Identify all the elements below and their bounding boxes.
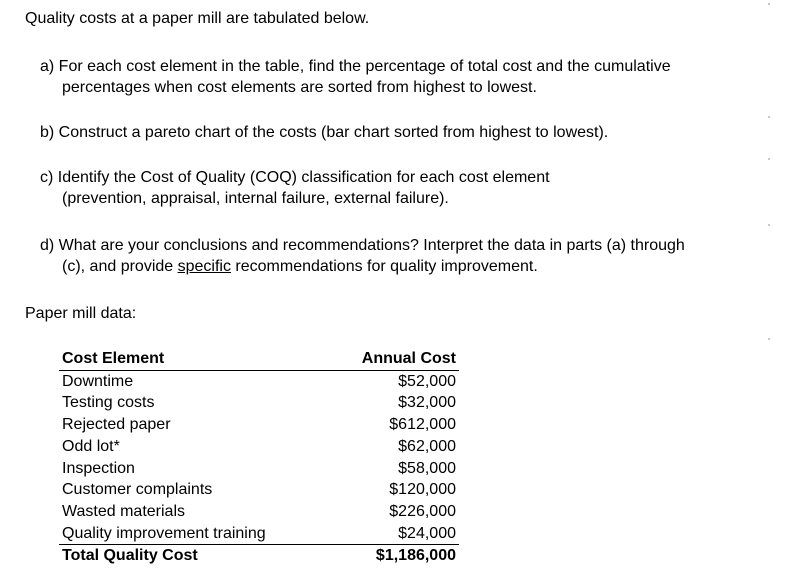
cost-element-cell: Wasted materials (62, 502, 185, 520)
question-a (40, 56, 780, 98)
cost-table (59, 348, 459, 567)
question-b-line1: b) Construct a pareto chart of the costs (bar chart sorted from highest to lowest). (40, 124, 609, 141)
scan-speck (768, 338, 770, 340)
question-d-specific-emphasis: specific (177, 258, 231, 275)
question-b (40, 122, 780, 143)
annual-cost-cell: $62,000 (398, 437, 456, 455)
cost-element-cell: Odd lot* (62, 437, 120, 455)
table-row (59, 501, 459, 523)
question-d-line2 (40, 256, 780, 277)
annual-cost-cell: $226,000 (389, 502, 456, 520)
cost-element-cell: Downtime (62, 372, 134, 390)
annual-cost-cell: $52,000 (398, 372, 456, 390)
annual-cost-cell: $24,000 (330, 523, 459, 545)
table-row (59, 479, 459, 501)
annual-cost-cell: $58,000 (398, 459, 456, 477)
total-value-cell: $1,186,000 (375, 547, 456, 565)
annual-cost-cell: $612,000 (389, 416, 456, 434)
question-d (40, 235, 780, 277)
total-label-cell: Total Quality Cost (62, 547, 198, 565)
cost-element-cell: Rejected paper (62, 416, 171, 434)
question-a-line1: a) For each cost element in the table, find the percentage of total cost and the cumulative (40, 58, 671, 75)
cost-element-cell: Quality improvement training (59, 523, 330, 545)
cost-element-cell: Inspection (62, 459, 135, 477)
table-row (59, 436, 459, 458)
table-header-row (59, 348, 459, 370)
header-cost-element: Cost Element (59, 348, 330, 370)
question-c-line1: c) Identify the Cost of Quality (COQ) classification for each cost element (40, 169, 550, 186)
scan-speck (768, 224, 770, 226)
question-d-line2-post: recommendations for quality improvement. (230, 258, 538, 275)
data-label: Paper mill data: (25, 305, 137, 322)
scan-speck (768, 3, 770, 5)
scan-speck (768, 158, 770, 160)
question-d-line1: d) What are your conclusions and recommendations? Interpret the data in parts (a) through (40, 237, 685, 254)
table-row (59, 392, 459, 414)
question-d-line2-pre: (c), and provide (62, 258, 178, 275)
table-row (59, 414, 459, 436)
cost-element-cell: Customer complaints (62, 481, 213, 499)
question-c (40, 167, 780, 209)
table-row (59, 523, 459, 545)
table-row (59, 370, 459, 392)
intro-text: Quality costs at a paper mill are tabulated below. (25, 10, 370, 27)
header-annual-cost: Annual Cost (330, 348, 459, 370)
table-row (59, 458, 459, 480)
table-total-row (59, 545, 459, 567)
question-c-line2: (prevention, appraisal, internal failure, external failure). (62, 190, 449, 207)
annual-cost-cell: $120,000 (389, 481, 456, 499)
cost-element-cell: Testing costs (62, 394, 155, 412)
annual-cost-cell: $32,000 (398, 394, 456, 412)
scan-speck (768, 116, 770, 118)
question-a-line2: percentages when cost elements are sorted from highest to lowest. (62, 79, 537, 96)
